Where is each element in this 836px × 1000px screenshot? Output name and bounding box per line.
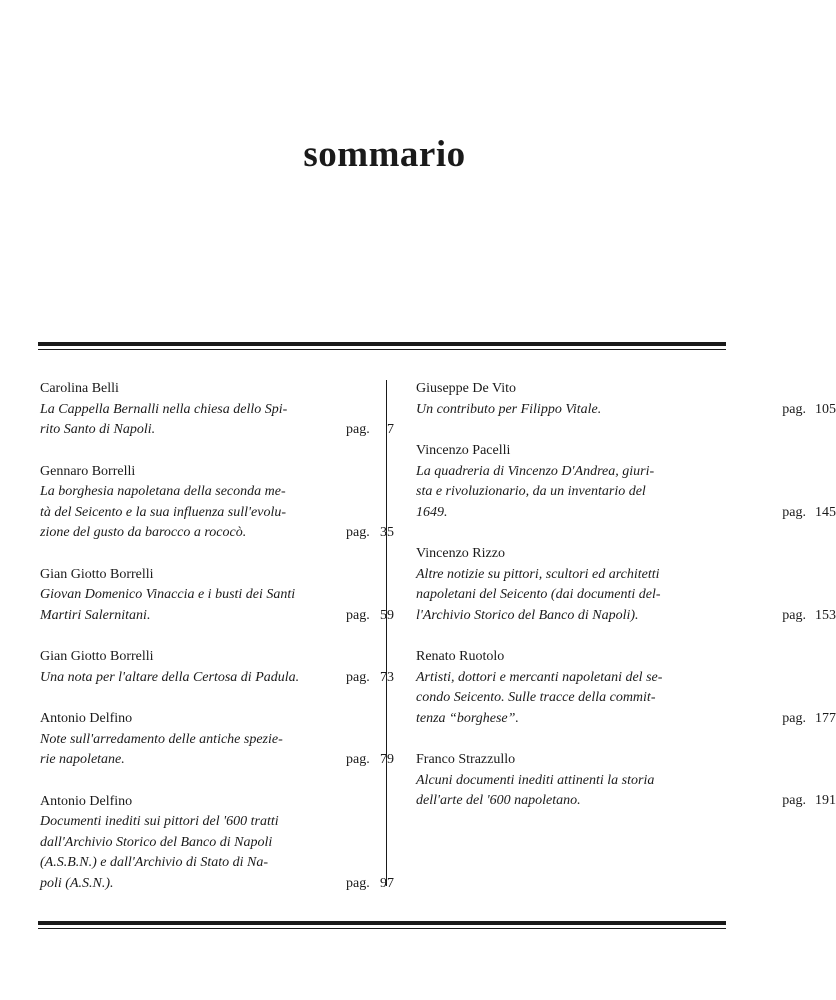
- entry-author: Franco Strazzullo: [416, 752, 516, 767]
- page-number: 79: [380, 752, 394, 767]
- page-label: pag.: [782, 793, 806, 808]
- entry-title: [416, 668, 836, 730]
- toc-entry: [40, 647, 394, 688]
- page-label: pag.: [346, 669, 370, 685]
- entry-title-line: Artisti, dottori e mercanti napoletani del se-: [416, 669, 663, 685]
- entry-title-line: l'Archivio Storico del Banco di Napoli).: [416, 607, 639, 623]
- entry-author: Gian Giotto Borrelli: [40, 566, 154, 582]
- entry-title: [40, 400, 394, 441]
- toc-entry: [40, 709, 394, 771]
- entry-title-line: rie napoletane.: [40, 752, 125, 767]
- page-number: 153: [815, 607, 836, 623]
- entry-author: Gennaro Borrelli: [40, 463, 136, 479]
- entry-author: Carolina Belli: [40, 381, 119, 396]
- entry-author: Vincenzo Pacelli: [416, 443, 511, 458]
- entry-author: Gian Giotto Borrelli: [40, 649, 154, 664]
- page-number: 105: [815, 401, 836, 417]
- toc-entry: [416, 544, 836, 626]
- entry-title-line: La quadreria di Vincenzo D'Andrea, giuri-: [416, 463, 655, 479]
- entry-title-line: La Cappella Bernalli nella chiesa dello Spi-: [40, 401, 288, 417]
- entry-title-line: sta e rivoluzionario, da un inventario del: [416, 484, 646, 499]
- page-reference: [754, 606, 836, 627]
- entry-title-line: Altre notizie su pittori, scultori ed architetti: [416, 566, 660, 582]
- entry-title-line: poli (A.S.N.).: [40, 875, 114, 891]
- entry-title: [40, 585, 394, 626]
- page-reference: [346, 523, 394, 544]
- toc-entry: [416, 647, 836, 729]
- page-number: 145: [815, 504, 836, 520]
- page-label: pag.: [346, 607, 370, 623]
- page-reference: [754, 503, 836, 524]
- right-column: [416, 379, 836, 833]
- left-column: [40, 379, 394, 915]
- entry-title-line: condo Seicento. Sulle tracce della commit-: [416, 690, 656, 705]
- toc-entry: [40, 792, 394, 895]
- page-number: 177: [815, 710, 836, 726]
- page-label: pag.: [346, 875, 370, 891]
- page-number: 59: [380, 607, 394, 623]
- page-label: pag.: [782, 710, 806, 726]
- entry-title-line: tà del Seicento e la sua influenza sull'evolu-: [40, 504, 286, 520]
- entry-title-line: 1649.: [416, 504, 448, 520]
- toc-entry: [416, 441, 836, 523]
- entry-title-line: Alcuni documenti inediti attinenti la storia: [416, 772, 655, 788]
- entry-title-line: Documenti inediti sui pittori del '600 tratti: [40, 814, 279, 829]
- entry-title: [416, 565, 836, 627]
- toc-entry: [416, 750, 836, 812]
- entry-title-line: rito Santo di Napoli.: [40, 422, 156, 437]
- page-number: 97: [380, 875, 394, 891]
- entry-title: [416, 462, 836, 524]
- page-label: pag.: [782, 607, 806, 623]
- page-label: pag.: [782, 504, 806, 520]
- column-divider: [386, 380, 387, 886]
- toc-entry: [40, 462, 394, 544]
- entry-title-line: Un contributo per Filippo Vitale.: [416, 401, 602, 417]
- page-number: 35: [380, 525, 394, 540]
- entry-title-line: napoletani del Seicento (dai documenti del-: [416, 587, 661, 602]
- entry-title-line: zione del gusto da barocco a rococò.: [40, 525, 247, 540]
- entry-title-line: Giovan Domenico Vinaccia e i busti dei Santi: [40, 587, 296, 602]
- page-reference: [346, 606, 394, 627]
- entry-title: [40, 668, 394, 689]
- entry-author: Antonio Delfino: [40, 711, 133, 726]
- entry-title-line: (A.S.B.N.) e dall'Archivio di Stato di Na-: [40, 855, 268, 870]
- entry-author: Giuseppe De Vito: [416, 381, 516, 396]
- entry-author: Antonio Delfino: [40, 793, 133, 809]
- page-number: 73: [380, 669, 394, 685]
- entry-title-line: tenza “borghese”.: [416, 710, 519, 726]
- page-reference: [346, 668, 394, 689]
- page-number: 7: [387, 422, 394, 437]
- page-title: sommario: [303, 134, 466, 175]
- page-reference: [346, 874, 394, 895]
- entry-title-line: Una nota per l'altare della Certosa di Padula.: [40, 669, 300, 685]
- entry-title: [416, 400, 836, 421]
- entry-title: [40, 730, 394, 771]
- toc-entry: [40, 379, 394, 441]
- entry-title-line: La borghesia napoletana della seconda me-: [40, 484, 286, 499]
- toc-entry: [416, 379, 836, 420]
- page-label: pag.: [346, 752, 370, 767]
- page-label: pag.: [346, 525, 370, 540]
- entry-title: [416, 771, 836, 812]
- page-reference: [754, 791, 836, 812]
- page-reference: [346, 420, 394, 441]
- page-reference: [754, 400, 836, 421]
- entry-author: Renato Ruotolo: [416, 649, 505, 664]
- top-double-rule: [38, 342, 726, 350]
- entry-title-line: Note sull'arredamento delle antiche spezie-: [40, 731, 283, 747]
- page-reference: [346, 750, 394, 771]
- entry-title-line: Martiri Salernitani.: [40, 607, 151, 623]
- entry-title: [40, 812, 394, 894]
- bottom-double-rule: [38, 921, 726, 929]
- page-label: pag.: [782, 401, 806, 417]
- entry-author: Vincenzo Rizzo: [416, 546, 505, 561]
- page-reference: [754, 709, 836, 730]
- entry-title-line: dall'Archivio Storico del Banco di Napoli: [40, 834, 273, 850]
- entry-title: [40, 482, 394, 544]
- toc-entry: [40, 565, 394, 627]
- page-label: pag.: [346, 422, 370, 437]
- entry-title-line: dell'arte del '600 napoletano.: [416, 793, 581, 808]
- page-number: 191: [815, 793, 836, 808]
